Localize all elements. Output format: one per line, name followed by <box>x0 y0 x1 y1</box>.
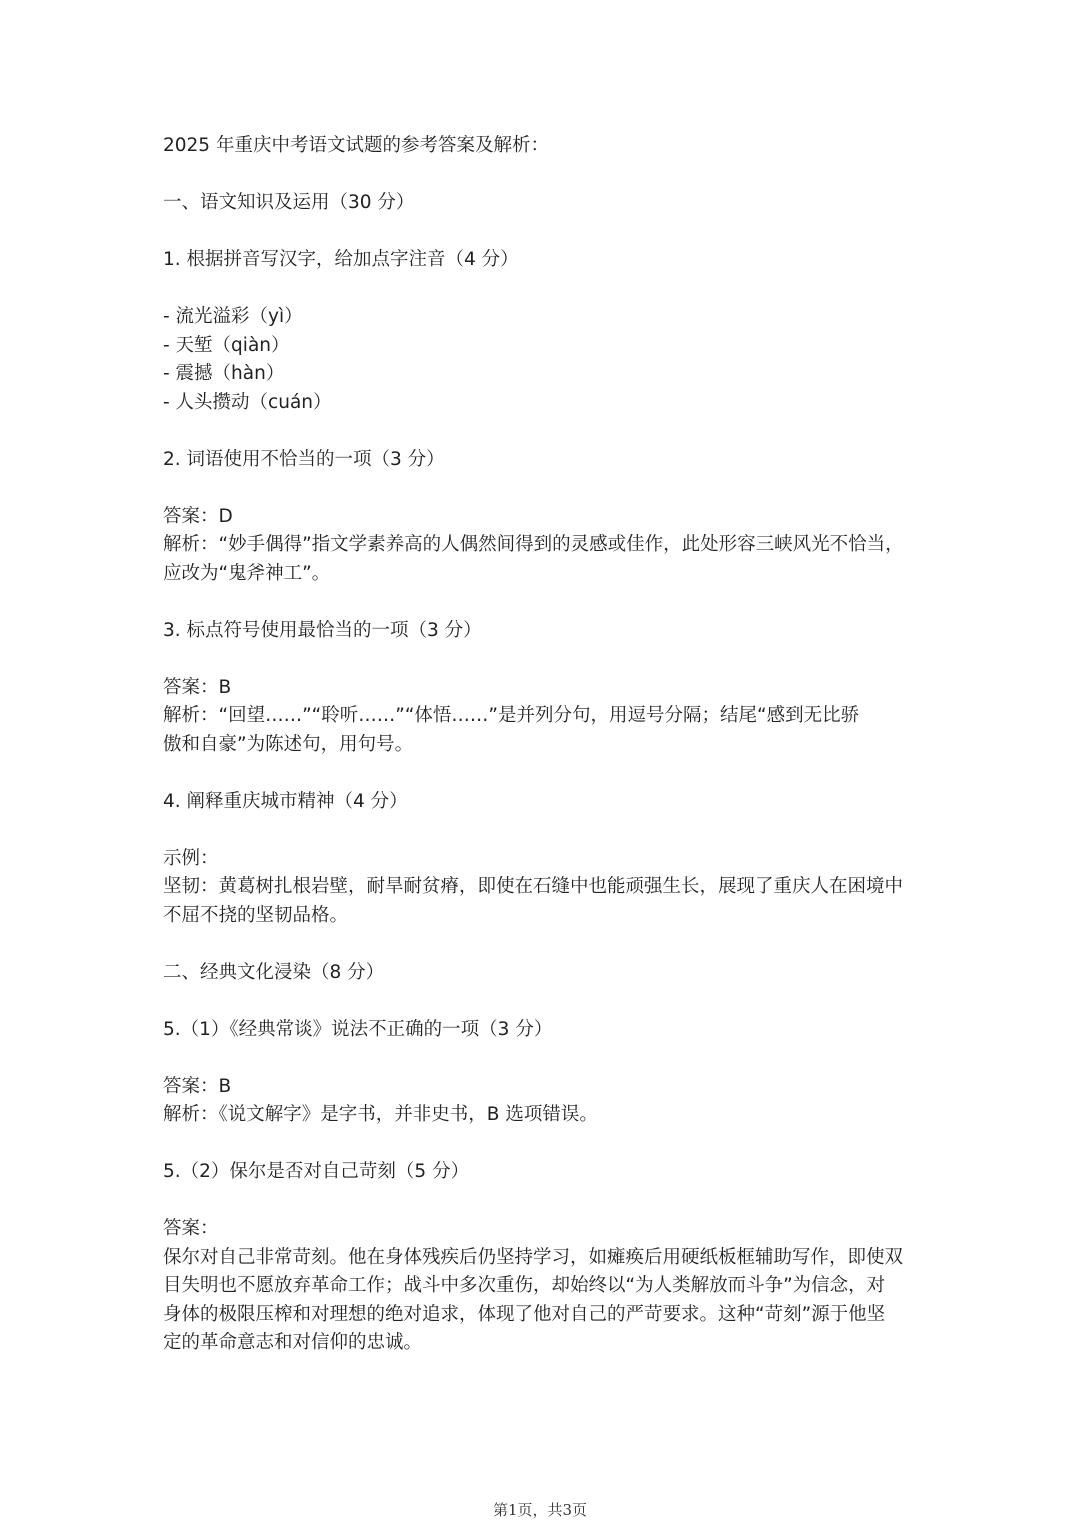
question-4-example-line: 坚韧：黄葛树扎根岩壁，耐旱耐贫瘠，即使在石缝中也能顽强生长，展现了重庆人在困境中 <box>163 876 904 897</box>
question-5-2-answer-line: 身体的极限压榨和对理想的绝对追求，体现了他对自己的严苛要求。这种“苛刻”源于他坚 <box>163 1303 886 1325</box>
question-5-1-analysis: 解析：《说文解字》是字书，并非史书，B 选项错误。 <box>163 1104 598 1125</box>
question-2-answer: 答案：D <box>163 505 233 527</box>
question-3-analysis-line: 解析：“回望……”“聆听……”“体悟……”是并列分句，用逗号分隔；结尾“感到无比骄 <box>163 705 860 726</box>
question-3-analysis-line: 傲和自豪”为陈述句，用句号。 <box>163 733 414 755</box>
question-5-1-answer: 答案：B <box>163 1075 232 1097</box>
question-2-analysis-line: 解析：“妙手偶得”指文学素养高的人偶然间得到的灵感或佳作，此处形容三峡风光不恰当， <box>163 534 904 555</box>
section-heading-2: 二、经典文化浸染（8 分） <box>163 961 385 983</box>
section-heading-1: 一、语文知识及运用（30 分） <box>163 192 415 213</box>
pinyin-item: - 天堑（qiàn） <box>163 334 290 356</box>
question-4-example-label: 示例： <box>163 847 219 869</box>
document-title: 2025 年重庆中考语文试题的参考答案及解析： <box>163 135 549 156</box>
question-5-2-answer-line: 目失明也不愿放弃革命工作；战斗中多次重伤，却始终以“为人类解放而斗争”为信念，对 <box>163 1275 886 1296</box>
pinyin-item: - 流光溢彩（yì） <box>163 306 303 327</box>
question-3-heading: 3. 标点符号使用最恰当的一项（3 分） <box>163 619 482 641</box>
question-5-1-heading: 5.（1）《经典常谈》说法不正确的一项（3 分） <box>163 1018 553 1040</box>
question-4-example-line: 不屈不挠的坚韧品格。 <box>163 904 349 926</box>
pinyin-item: - 震撼（hàn） <box>163 363 285 384</box>
question-4-heading: 4. 阐释重庆城市精神（4 分） <box>163 790 408 812</box>
question-1-heading: 1. 根据拼音写汉字，给加点字注音（4 分） <box>163 249 519 270</box>
question-5-2-heading: 5.（2）保尔是否对自己苛刻（5 分） <box>163 1161 470 1182</box>
pinyin-item: - 人头攒动（cuán） <box>163 391 332 413</box>
question-5-2-answer-line: 保尔对自己非常苛刻。他在身体残疾后仍坚持学习，如瘫痪后用硬纸板框辅助写作，即使双 <box>163 1246 904 1268</box>
page-footer: 第1页，共3页 <box>492 1501 588 1519</box>
question-2-analysis-line: 应改为“鬼斧神工”。 <box>163 562 331 584</box>
question-5-2-answer-line: 定的革命意志和对信仰的忠诚。 <box>163 1332 423 1353</box>
document-body <box>163 132 923 1358</box>
question-2-heading: 2. 词语使用不恰当的一项（3 分） <box>163 448 445 470</box>
question-3-answer: 答案：B <box>163 676 232 698</box>
question-5-2-answer-label: 答案： <box>163 1218 219 1239</box>
